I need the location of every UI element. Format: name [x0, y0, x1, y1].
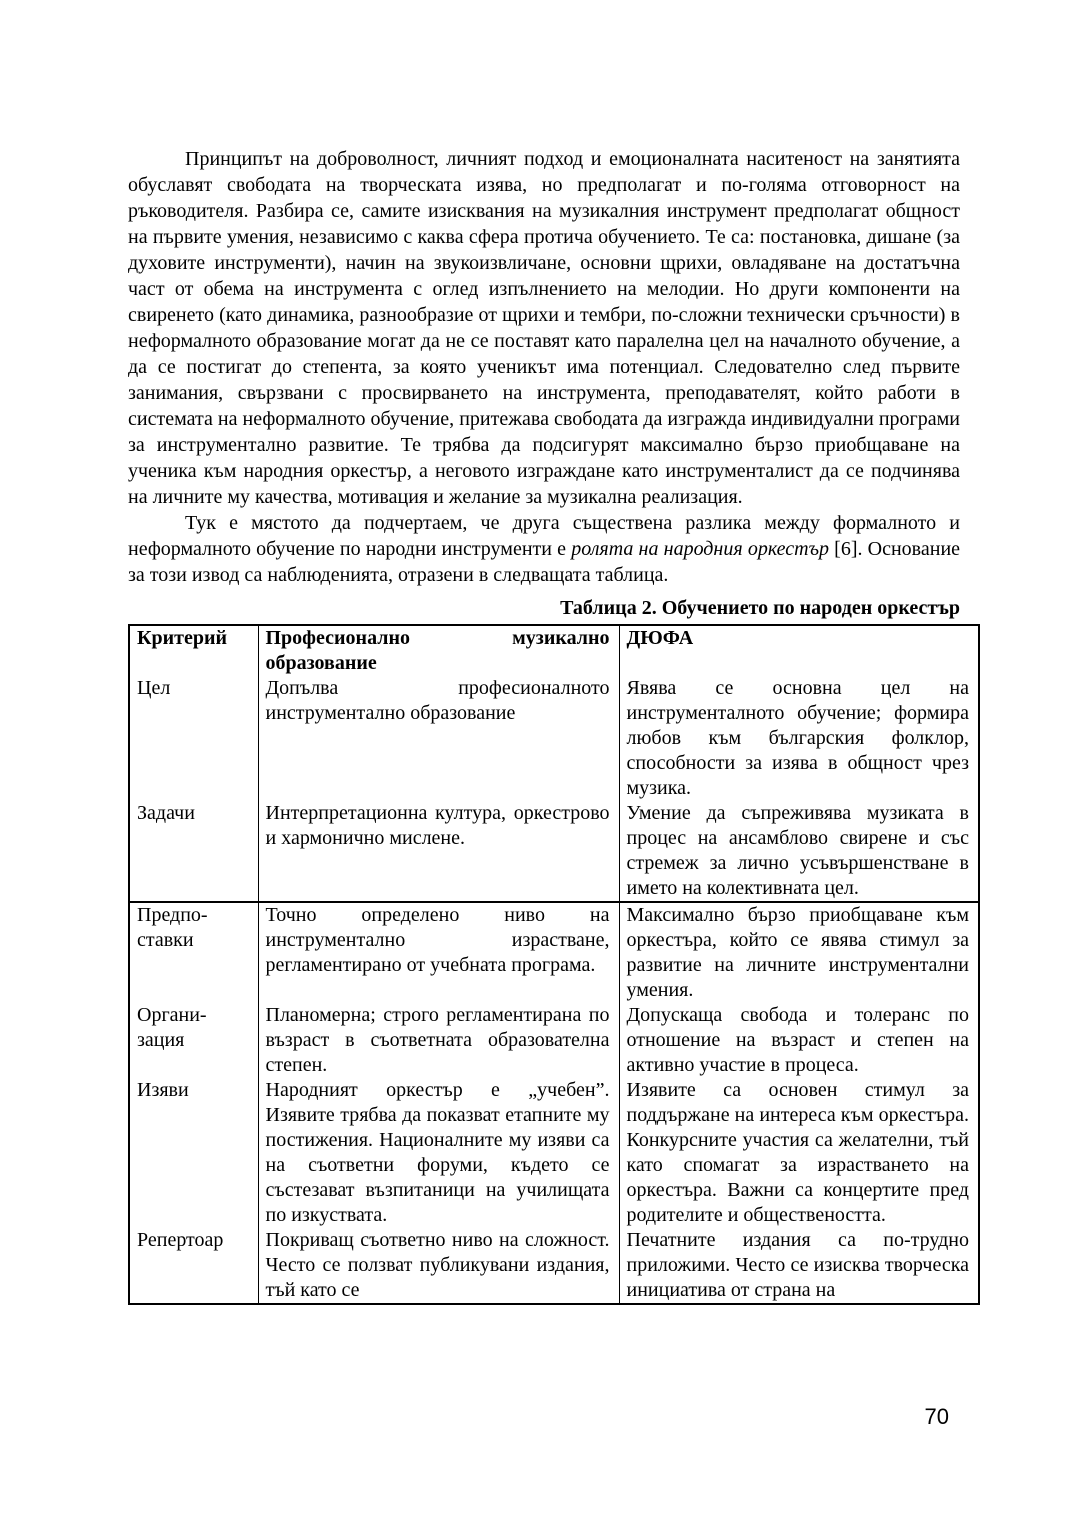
- table-caption: Таблица 2. Обучението по народен оркестър: [560, 597, 960, 619]
- cell-formal: Народният оркестър е „учебен”. Изявите трябва да показват етапните му постижения. Националните му изяви са на съответни форуми, където се състезават възпитаници на училищата по изкуствата.: [258, 1078, 619, 1228]
- cell-dyufa: Печатните издания са по-трудно приложими. Често се изисква творческа инициатива от страна на: [619, 1228, 979, 1304]
- body-paragraph-2: [128, 510, 960, 588]
- row-repertoar: [129, 1228, 979, 1304]
- row-predpostavki: [129, 902, 979, 1003]
- cell-dyufa: Допускаща свобода и толеранс по отношение на възраст и степен на активно участие в процеса.: [619, 1003, 979, 1078]
- column-header-dyufa: ДЮФА: [619, 625, 979, 676]
- cell-dyufa: Изявите са основен стимул за поддържане на интереса към оркестъра. Конкурсните участия са желателни, тъй като спомагат за израстването на оркестъра. Важни са концертите пред родителите и обществеността.: [619, 1078, 979, 1228]
- cell-dyufa: Максимално бързо приобщаване към оркестъра, който се явява стимул за развитие на личните инструментални умения.: [619, 902, 979, 1003]
- cell-criterion: Органи-зация: [129, 1003, 258, 1078]
- cell-criterion: Задачи: [129, 801, 258, 902]
- cell-criterion: Изяви: [129, 1078, 258, 1228]
- comparison-table: [128, 624, 980, 1305]
- page-content: [128, 146, 969, 1305]
- paragraph-2-text-after: [6]. Основание за този извод са наблюденията, отразени в следващата таблица.: [128, 538, 961, 586]
- cell-criterion: Предпо-ставки: [129, 902, 258, 1003]
- row-organizaciya: [129, 1003, 979, 1078]
- cell-dyufa: Умение да съпреживява музиката в процес на ансамблово свирене и със стремеж за лично усъвършенстване в името на колективната цел.: [619, 801, 979, 902]
- page-number: 70: [924, 1404, 949, 1429]
- cell-formal: Планомерна; строго регламентирана по възраст в съответната образователна степен.: [258, 1003, 619, 1078]
- row-cel: [129, 676, 979, 801]
- cell-formal: Интерпретационна култура, оркестрово и хармонично мислене.: [258, 801, 619, 902]
- column-header-criterion: Критерий: [129, 625, 258, 676]
- paragraph-2-text: Тук е мястото да подчертаем, че друга съществена разлика между формалното и неформалното обучение по народни инструменти е: [128, 512, 960, 560]
- cell-formal: Точно определено ниво на инструментално израстване, регламентирано от учебната програма.: [258, 902, 619, 1003]
- cell-criterion: Репертоар: [129, 1228, 258, 1304]
- body-paragraph-1: Принципът на доброволност, личният подход и емоционалната наситеност на занятията обуславят свободата на творческата изява, но предполагат и по-голяма отговорност на ръководителя. Разбира се, самите изисквания на музикалния инструмент предполагат общност на първите умения, независимо с каква сфера протича обучението. Те са: постановка, дишане (за духовите инструменти), начин на звукоизвличане, основни щрихи, овладяване на достатъчна част от обема на инструмента с оглед изпълнението на мелодии. Но други компоненти на свиренето (като динамика, разнообразие от щрихи и тембри, по-сложни технически сръчности) в неформалното образование могат да не се поставят като паралелна цел на началното обучение, а да се постигат до степента, за която ученикът има потенциал. Следователно след първите занимания, свързвани с просвирването на инструмента, преподавателят, който работи в системата на неформалното обучение, притежава свободата да изгражда индивидуални програми за инструментално развитие. Те трябва да подсигурят максимално бързо приобщаване на ученика към народния оркестър, а неговото изграждане като инструменталист да се подчинява на личните му качества, мотивация и желание за музикална реализация.: [128, 148, 960, 508]
- cell-formal: Допълва професионалното инструментално образование: [258, 676, 619, 801]
- column-header-formal-education: Професионално музикално образование: [258, 625, 619, 676]
- paragraph-2-italic-phrase: ролята на народния оркестър: [571, 538, 829, 560]
- cell-formal: Покриващ съответно ниво на сложност. Често се ползват публикувани издания, тъй като се: [258, 1228, 619, 1304]
- row-izyavi: [129, 1078, 979, 1228]
- table-header-row: [129, 625, 979, 676]
- row-zadachi: [129, 801, 979, 902]
- cell-criterion: Цел: [129, 676, 258, 801]
- cell-dyufa: Явява се основна цел на инструменталното обучение; формира любов към българския фолклор, способности за изява в общност чрез музика.: [619, 676, 979, 801]
